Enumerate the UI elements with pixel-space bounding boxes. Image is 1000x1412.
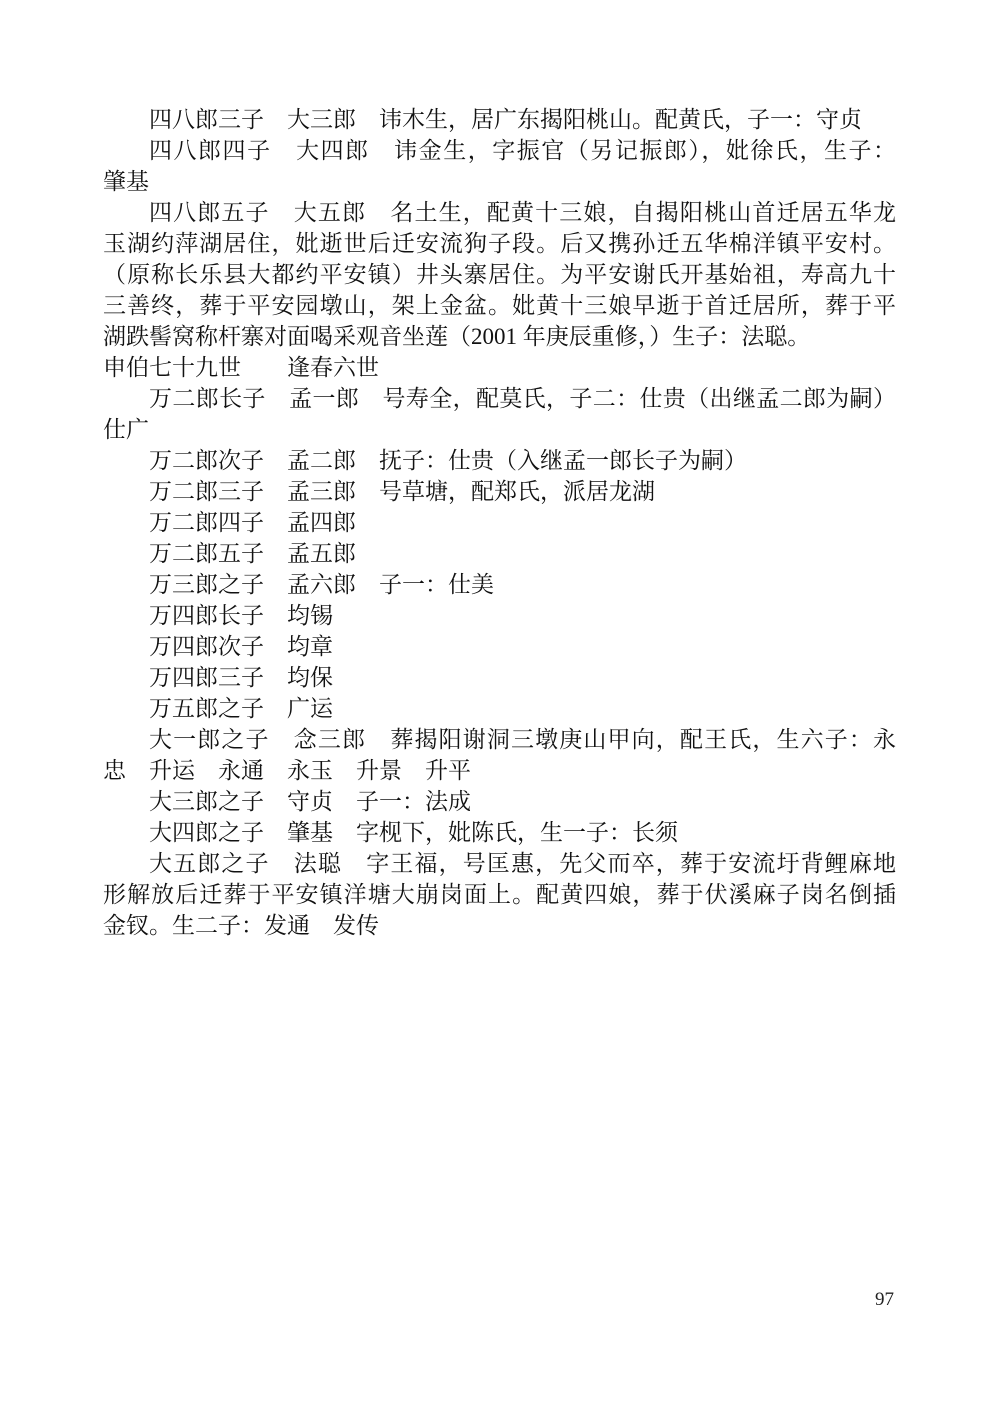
- text-line: 湖跌髻窝称杆寨对面喝采观音坐莲（2001 年庚辰重修，）生子：法聪。: [103, 324, 811, 349]
- text-line: 金钗。生二子：发通 发传: [103, 913, 379, 938]
- text-line: 大三郎之子 守贞 子一：法成: [149, 789, 471, 814]
- text-line: 万四郎长子 均锡: [149, 603, 333, 628]
- text-line: 万四郎次子 均章: [149, 634, 333, 659]
- text-line: （原称长乐县大都约平安镇）井头寨居住。为平安谢氏开基始祖，寿高九十: [103, 262, 896, 287]
- text-line: 万五郎之子 广运: [149, 696, 333, 721]
- text-line: 万二郎五子 孟五郎: [149, 541, 356, 566]
- text-line: 大一郎之子 念三郎 葬揭阳谢洞三墩庚山甲向，配王氏，生六子：永: [149, 727, 896, 752]
- text-line: 万四郎三子 均保: [149, 665, 333, 690]
- text-line: 万三郎之子 孟六郎 子一：仕美: [149, 572, 494, 597]
- page-number: 97: [875, 1289, 894, 1310]
- text-line: 万二郎次子 孟二郎 抚子：仕贵（入继孟一郎长子为嗣）: [149, 448, 747, 473]
- text-line: 大五郎之子 法聪 字王福，号匡惠，先父而卒，葬于安流圩背鲤麻地: [149, 851, 896, 876]
- text-line: 申伯七十九世 逢春六世: [103, 355, 379, 380]
- text-line: 玉湖约萍湖居住，妣逝世后迁安流狗子段。后又携孙迁五华棉洋镇平安村。: [103, 231, 896, 256]
- text-line: 万二郎长子 孟一郎 号寿全，配莫氏，子二：仕贵（出继孟二郎为嗣）: [149, 386, 896, 411]
- text-line: 大四郎之子 肇基 字枧下，妣陈氏，生一子：长须: [149, 820, 678, 845]
- text-line: 三善终，葬于平安园墩山，架上金盆。妣黄十三娘早逝于首迁居所，葬于平: [103, 293, 896, 318]
- text-line: 四八郎四子 大四郎 讳金生，字振官（另记振郎），妣徐氏，生子：: [149, 138, 896, 163]
- text-line: 四八郎五子 大五郎 名土生，配黄十三娘，自揭阳桃山首迁居五华龙: [149, 200, 896, 225]
- text-line: 万二郎三子 孟三郎 号草塘，配郑氏，派居龙湖: [149, 479, 655, 504]
- text-line: 肇基: [103, 169, 149, 194]
- text-line: 仕广: [103, 417, 149, 442]
- text-line: 忠 升运 永通 永玉 升景 升平: [103, 758, 471, 783]
- genealogy-text: [103, 104, 896, 941]
- text-line: 万二郎四子 孟四郎: [149, 510, 356, 535]
- text-line: 四八郎三子 大三郎 讳木生，居广东揭阳桃山。配黄氏，子一：守贞: [149, 107, 862, 132]
- text-line: 形解放后迁葬于平安镇洋塘大崩岗面上。配黄四娘，葬于伏溪麻子岗名倒插: [103, 882, 896, 907]
